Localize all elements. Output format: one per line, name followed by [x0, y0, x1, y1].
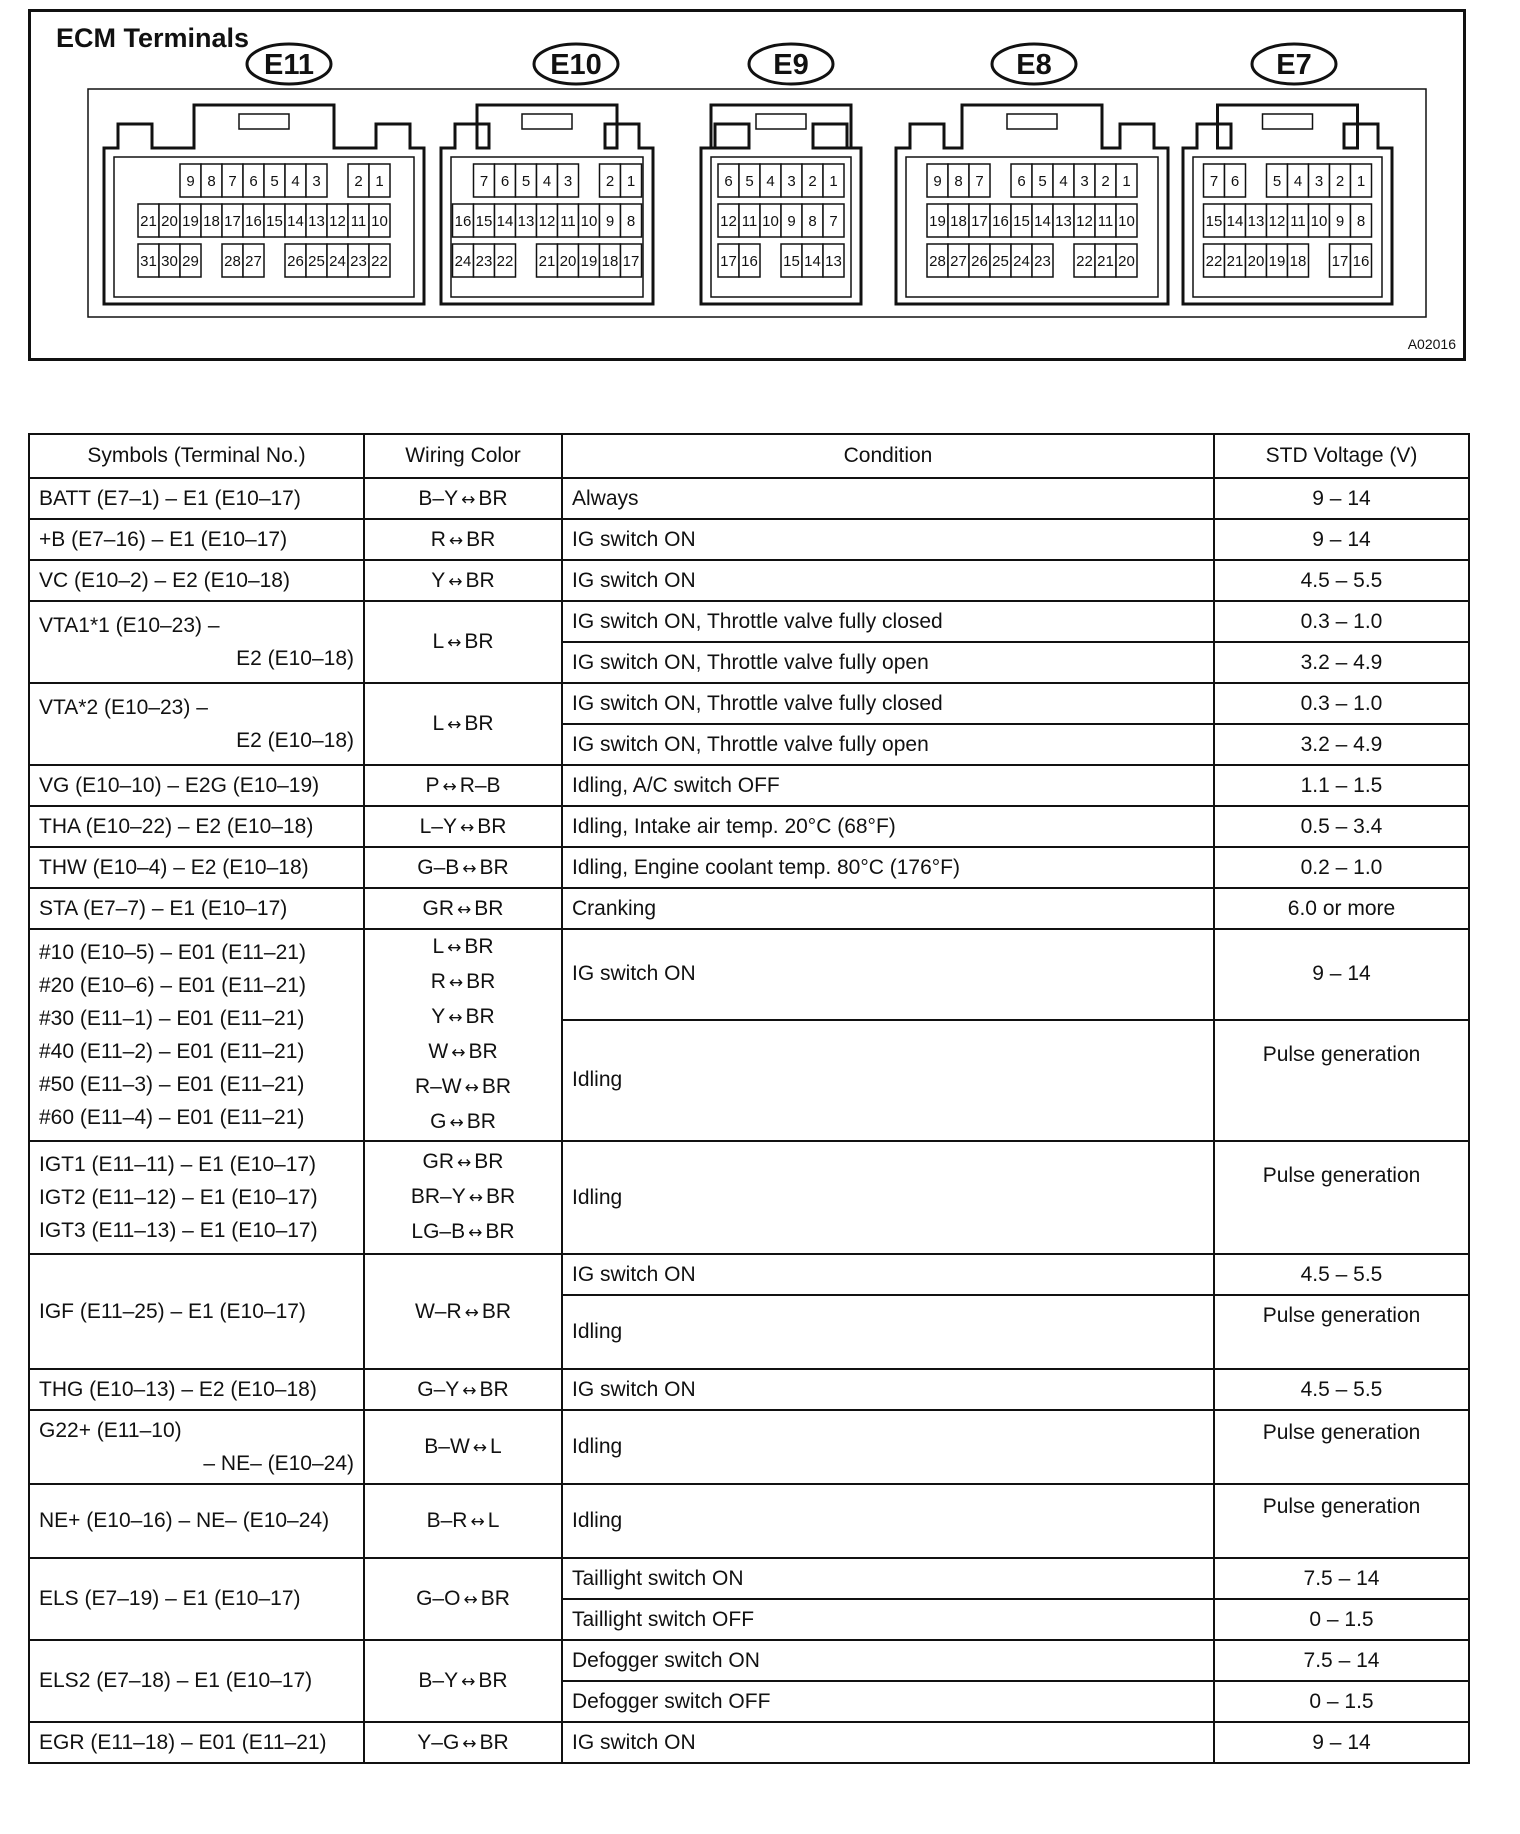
latch-slot — [522, 114, 572, 129]
pin-number: 8 — [1356, 213, 1366, 230]
pin-number: 7 — [1209, 173, 1219, 190]
pin-number: 3 — [312, 173, 321, 190]
table-row — [29, 478, 1469, 519]
wiring-color: L ↔ BR R ↔ BR Y ↔ BR W ↔ BR R–W ↔ BR G ↔ BR — [364, 929, 562, 1141]
pin-number: 20 — [559, 253, 577, 270]
pin-number: 13 — [825, 253, 842, 270]
bidirectional-arrow-icon: ↔ — [464, 1302, 479, 1323]
pin-number: 20 — [1118, 253, 1135, 270]
pin-number: 12 — [538, 213, 556, 230]
pin-number: 5 — [745, 173, 754, 190]
pin-number: 21 — [1226, 253, 1244, 270]
wiring-color: L ↔ BR — [364, 683, 562, 765]
pin-number: 26 — [287, 253, 304, 270]
bidirectional-arrow-icon: ↔ — [461, 1672, 476, 1692]
wiring-color: R ↔ BR — [364, 519, 562, 560]
wiring-color: B–W ↔ L — [364, 1410, 562, 1484]
condition: IG switch ON — [562, 1722, 1214, 1763]
condition: Taillight switch OFF — [562, 1599, 1214, 1640]
bidirectional-arrow-icon: ↔ — [462, 1380, 477, 1401]
pin-number: 13 — [517, 213, 535, 230]
pin-number: 7 — [829, 213, 838, 230]
connector-label: E8 — [1016, 49, 1052, 81]
std-voltage: 0.2 – 1.0 — [1214, 847, 1469, 888]
condition: Defogger switch OFF — [562, 1681, 1214, 1722]
pin-number: 9 — [933, 173, 942, 190]
pin-number: 3 — [787, 173, 796, 190]
terminal-symbol: EGR (E11–18) – E01 (E11–21) — [29, 1722, 364, 1763]
pin-number: 1 — [1356, 173, 1366, 190]
pin-number: 24 — [1013, 253, 1030, 270]
table-row — [29, 1484, 1469, 1558]
pin-number: 12 — [1076, 213, 1093, 230]
std-voltage: Pulse generation — [1214, 1020, 1469, 1141]
pin-number: 21 — [538, 253, 556, 270]
pin-number: 23 — [475, 253, 493, 270]
terminal-symbol: THW (E10–4) – E2 (E10–18) — [29, 847, 364, 888]
wiring-color: W–R ↔ BR — [364, 1254, 562, 1369]
table-row — [29, 1640, 1469, 1681]
condition: Taillight switch ON — [562, 1558, 1214, 1599]
table-row — [29, 601, 1469, 642]
pin-number: 12 — [329, 213, 346, 230]
terminal-symbol: VTA1*1 (E10–23) – E2 (E10–18) — [29, 601, 364, 683]
terminal-symbol: VTA*2 (E10–23) – E2 (E10–18) — [29, 683, 364, 765]
table-row — [29, 519, 1469, 560]
pin-number: 14 — [804, 253, 821, 270]
condition: Idling, A/C switch OFF — [562, 765, 1214, 806]
pin-number: 24 — [329, 253, 346, 270]
bidirectional-arrow-icon: ↔ — [459, 817, 475, 838]
condition: IG switch ON, Throttle valve fully closed — [562, 683, 1214, 724]
wiring-color: P ↔ R–B — [364, 765, 562, 806]
std-voltage: Pulse generation — [1214, 1141, 1469, 1254]
pin-number: 30 — [161, 253, 178, 270]
terminal-voltage-table — [28, 433, 1470, 1764]
terminal-symbol: STA (E7–7) – E1 (E10–17) — [29, 888, 364, 929]
wiring-color: B–Y ↔ BR — [364, 478, 562, 519]
header-wiring-color: Wiring Color — [364, 434, 562, 478]
std-voltage: 4.5 – 5.5 — [1214, 1254, 1469, 1295]
pin-number: 14 — [496, 213, 514, 230]
pin-number: 9 — [186, 173, 195, 190]
pin-number: 19 — [182, 213, 199, 230]
connector-label: E9 — [773, 49, 809, 81]
bidirectional-arrow-icon: ↔ — [447, 633, 462, 653]
bidirectional-arrow-icon: ↔ — [451, 1043, 466, 1063]
pin-number: 17 — [1331, 253, 1349, 270]
wiring-color: GR ↔ BR BR–Y ↔ BR LG–B ↔ BR — [364, 1141, 562, 1254]
pin-number: 22 — [496, 253, 514, 270]
latch-slot — [1007, 114, 1057, 129]
header-std-voltage: STD Voltage (V) — [1214, 434, 1469, 478]
bidirectional-arrow-icon: ↔ — [457, 899, 472, 920]
pin-number: 15 — [1205, 213, 1223, 230]
condition: Idling, Engine coolant temp. 80°C (176°F) — [562, 847, 1214, 888]
pin-number: 6 — [500, 173, 510, 190]
pin-number: 10 — [762, 213, 779, 230]
pin-number: 7 — [975, 173, 984, 190]
wiring-color: G–B ↔ BR — [364, 847, 562, 888]
terminal-symbol: ELS (E7–19) – E1 (E10–17) — [29, 1558, 364, 1640]
pin-number: 6 — [1017, 173, 1026, 190]
pin-number: 15 — [783, 253, 800, 270]
latch-slot — [756, 114, 806, 129]
pin-number: 10 — [371, 213, 388, 230]
connector-e8 — [896, 44, 1168, 304]
pin-number: 13 — [308, 213, 325, 230]
condition: Idling — [562, 1410, 1214, 1484]
pin-number: 3 — [1080, 173, 1089, 190]
pin-number: 16 — [992, 213, 1009, 230]
connector-e11 — [104, 44, 424, 304]
pin-number: 3 — [563, 173, 573, 190]
pin-number: 25 — [308, 253, 325, 270]
wiring-color: Y ↔ BR — [364, 560, 562, 601]
std-voltage: Pulse generation — [1214, 1295, 1469, 1369]
bidirectional-arrow-icon: ↔ — [449, 1113, 464, 1133]
pin-number: 16 — [245, 213, 262, 230]
pin-number: 12 — [720, 213, 737, 230]
condition: IG switch ON, Throttle valve fully open — [562, 724, 1214, 765]
condition: IG switch ON, Throttle valve fully open — [562, 642, 1214, 683]
latch-slot — [1263, 114, 1313, 129]
condition: IG switch ON, Throttle valve fully closed — [562, 601, 1214, 642]
terminal-symbol: +B (E7–16) – E1 (E10–17) — [29, 519, 364, 560]
pin-number: 17 — [622, 253, 640, 270]
connector-e10 — [441, 44, 653, 304]
terminal-symbol: BATT (E7–1) – E1 (E10–17) — [29, 478, 364, 519]
std-voltage: 0 – 1.5 — [1214, 1599, 1469, 1640]
table-row — [29, 847, 1469, 888]
pin-number: 11 — [1097, 213, 1114, 230]
terminal-symbol: G22+ (E11–10) – NE– (E10–24) — [29, 1410, 364, 1484]
std-voltage: 3.2 – 4.9 — [1214, 642, 1469, 683]
pin-number: 3 — [1314, 173, 1324, 190]
terminal-symbol: NE+ (E10–16) – NE– (E10–24) — [29, 1484, 364, 1558]
terminal-symbol: VG (E10–10) – E2G (E10–19) — [29, 765, 364, 806]
bidirectional-arrow-icon: ↔ — [457, 1153, 472, 1173]
std-voltage: 3.2 – 4.9 — [1214, 724, 1469, 765]
pin-number: 9 — [787, 213, 796, 230]
std-voltage: 1.1 – 1.5 — [1214, 765, 1469, 806]
pin-number: 2 — [1101, 173, 1110, 190]
pin-number: 21 — [140, 213, 157, 230]
pin-number: 2 — [808, 173, 817, 190]
condition: IG switch ON — [562, 1254, 1214, 1295]
pin-number: 31 — [140, 253, 157, 270]
table-row — [29, 1369, 1469, 1410]
pin-number: 15 — [475, 213, 493, 230]
pin-number: 19 — [580, 253, 598, 270]
wiring-color: G–Y ↔ BR — [364, 1369, 562, 1410]
pin-number: 29 — [182, 253, 199, 270]
condition: Always — [562, 478, 1214, 519]
std-voltage: 9 – 14 — [1214, 929, 1469, 1020]
pin-number: 8 — [207, 173, 216, 190]
bidirectional-arrow-icon: ↔ — [462, 1733, 477, 1754]
bidirectional-arrow-icon: ↔ — [447, 938, 462, 958]
wiring-color: Y–G ↔ BR — [364, 1722, 562, 1763]
wiring-color: GR ↔ BR — [364, 888, 562, 929]
terminal-symbol: IGT1 (E11–11) – E1 (E10–17) IGT2 (E11–12) – E1 (E10–17) IGT3 (E11–13) – E1 (E10–17) — [29, 1141, 364, 1254]
bidirectional-arrow-icon: ↔ — [462, 858, 477, 879]
pin-number: 5 — [270, 173, 279, 190]
pin-number: 10 — [580, 213, 598, 230]
std-voltage: 0 – 1.5 — [1214, 1681, 1469, 1722]
pin-number: 18 — [950, 213, 967, 230]
table-row — [29, 1141, 1469, 1254]
header-symbols: Symbols (Terminal No.) — [29, 434, 364, 478]
pin-number: 28 — [929, 253, 946, 270]
connector-e9 — [701, 44, 861, 304]
table-row — [29, 806, 1469, 847]
pin-number: 15 — [1013, 213, 1030, 230]
pin-number: 4 — [542, 173, 552, 190]
pin-number: 27 — [245, 253, 262, 270]
pin-number: 8 — [626, 213, 636, 230]
wiring-color: B–Y ↔ BR — [364, 1640, 562, 1722]
std-voltage: Pulse generation — [1214, 1410, 1469, 1484]
pin-number: 16 — [741, 253, 758, 270]
pin-number: 1 — [1122, 173, 1131, 190]
pin-number: 1 — [626, 173, 636, 190]
pin-number: 26 — [971, 253, 988, 270]
pin-number: 6 — [249, 173, 258, 190]
pin-number: 4 — [291, 173, 300, 190]
pin-number: 13 — [1055, 213, 1072, 230]
condition: Idling — [562, 1141, 1214, 1254]
bidirectional-arrow-icon: ↔ — [468, 1188, 483, 1208]
pin-number: 14 — [1226, 213, 1244, 230]
pin-number: 10 — [1310, 213, 1328, 230]
wiring-color: L ↔ BR — [364, 601, 562, 683]
table-row — [29, 683, 1469, 724]
pin-number: 23 — [350, 253, 367, 270]
condition: IG switch ON — [562, 1369, 1214, 1410]
pin-number: 14 — [287, 213, 304, 230]
bidirectional-arrow-icon: ↔ — [464, 1078, 479, 1098]
wiring-color: L–Y ↔ BR — [364, 806, 562, 847]
pin-number: 11 — [560, 213, 576, 230]
condition: Idling — [562, 1020, 1214, 1141]
terminal-symbol: VC (E10–2) – E2 (E10–18) — [29, 560, 364, 601]
bidirectional-arrow-icon: ↔ — [442, 776, 457, 797]
pin-number: 5 — [1038, 173, 1047, 190]
table-row — [29, 929, 1469, 1020]
bidirectional-arrow-icon: ↔ — [448, 571, 463, 592]
pin-number: 6 — [724, 173, 733, 190]
pin-number: 17 — [720, 253, 737, 270]
connector-e7 — [1183, 44, 1392, 304]
table-row — [29, 1722, 1469, 1763]
table-header-row — [29, 434, 1469, 478]
pin-number: 19 — [1268, 253, 1286, 270]
pin-number: 1 — [375, 173, 384, 190]
pin-number: 8 — [808, 213, 817, 230]
connector-label: E7 — [1276, 49, 1312, 81]
pin-number: 18 — [1289, 253, 1307, 270]
pin-number: 9 — [605, 213, 615, 230]
pin-number: 6 — [1230, 173, 1240, 190]
diagram-title: ECM Terminals — [56, 23, 250, 53]
std-voltage: 4.5 – 5.5 — [1214, 1369, 1469, 1410]
bidirectional-arrow-icon: ↔ — [468, 1223, 483, 1243]
pin-number: 2 — [605, 173, 615, 190]
pin-number: 23 — [1034, 253, 1051, 270]
std-voltage: Pulse generation — [1214, 1484, 1469, 1558]
pin-number: 1 — [829, 173, 838, 190]
terminal-symbol: THA (E10–22) – E2 (E10–18) — [29, 806, 364, 847]
terminal-symbol: ELS2 (E7–18) – E1 (E10–17) — [29, 1640, 364, 1722]
bidirectional-arrow-icon: ↔ — [447, 715, 462, 735]
terminal-symbol: #10 (E10–5) – E01 (E11–21) #20 (E10–6) – E01 (E11–21) #30 (E11–1) – E01 (E11–21) #40 (E11–2) – E01 (E11–21) #50 (E11–3) – E01 (E11–21) #60 (E11–4) – E01 (E11–21) — [29, 929, 364, 1141]
condition: Cranking — [562, 888, 1214, 929]
pin-number: 15 — [266, 213, 283, 230]
std-voltage: 6.0 or more — [1214, 888, 1469, 929]
header-condition: Condition — [562, 434, 1214, 478]
std-voltage: 9 – 14 — [1214, 519, 1469, 560]
condition: IG switch ON — [562, 929, 1214, 1020]
pin-number: 19 — [929, 213, 946, 230]
pin-number: 12 — [1268, 213, 1286, 230]
std-voltage: 9 – 14 — [1214, 1722, 1469, 1763]
pin-number: 22 — [371, 253, 388, 270]
std-voltage: 7.5 – 14 — [1214, 1558, 1469, 1599]
pin-number: 4 — [1059, 173, 1068, 190]
bidirectional-arrow-icon: ↔ — [472, 1438, 488, 1458]
table-row — [29, 765, 1469, 806]
bidirectional-arrow-icon: ↔ — [463, 1590, 478, 1610]
condition: Idling — [562, 1484, 1214, 1558]
pin-number: 2 — [1335, 173, 1345, 190]
pin-number: 8 — [954, 173, 963, 190]
condition: Idling, Intake air temp. 20°C (68°F) — [562, 806, 1214, 847]
table-row — [29, 888, 1469, 929]
pin-number: 20 — [1247, 253, 1265, 270]
table-row — [29, 1410, 1469, 1484]
pin-number: 11 — [741, 213, 758, 230]
pin-number: 7 — [479, 173, 489, 190]
condition: Idling — [562, 1295, 1214, 1369]
pin-number: 24 — [454, 253, 472, 270]
figure-code: A02016 — [1407, 336, 1456, 352]
table-row — [29, 560, 1469, 601]
pin-number: 20 — [161, 213, 178, 230]
pin-number: 16 — [1352, 253, 1370, 270]
std-voltage: 9 – 14 — [1214, 478, 1469, 519]
latch-slot — [239, 114, 289, 129]
condition: IG switch ON — [562, 560, 1214, 601]
condition: IG switch ON — [562, 519, 1214, 560]
wiring-color: B–R ↔ L — [364, 1484, 562, 1558]
pin-number: 13 — [1247, 213, 1265, 230]
pin-number: 17 — [971, 213, 988, 230]
pin-number: 14 — [1034, 213, 1051, 230]
bidirectional-arrow-icon: ↔ — [448, 1008, 463, 1028]
connector-label: E10 — [550, 49, 602, 81]
pin-number: 18 — [601, 253, 619, 270]
pin-number: 4 — [1293, 173, 1303, 190]
pin-number: 11 — [350, 213, 367, 230]
pin-number: 10 — [1118, 213, 1135, 230]
terminal-symbol: IGF (E11–25) – E1 (E10–17) — [29, 1254, 364, 1369]
std-voltage: 0.3 – 1.0 — [1214, 683, 1469, 724]
pin-number: 21 — [1097, 253, 1114, 270]
wiring-color: G–O ↔ BR — [364, 1558, 562, 1640]
pin-number: 4 — [766, 173, 775, 190]
connector-drawing — [31, 12, 1463, 358]
table-row — [29, 1558, 1469, 1599]
pin-number: 25 — [992, 253, 1009, 270]
pin-number: 22 — [1205, 253, 1223, 270]
bidirectional-arrow-icon: ↔ — [448, 530, 464, 551]
pin-number: 17 — [224, 213, 241, 230]
std-voltage: 0.5 – 3.4 — [1214, 806, 1469, 847]
table-row — [29, 1254, 1469, 1295]
pin-number: 2 — [354, 173, 363, 190]
std-voltage: 7.5 – 14 — [1214, 1640, 1469, 1681]
std-voltage: 0.3 – 1.0 — [1214, 601, 1469, 642]
pin-number: 9 — [1335, 213, 1345, 230]
pin-number: 7 — [228, 173, 237, 190]
pin-number: 5 — [1272, 173, 1282, 190]
bidirectional-arrow-icon: ↔ — [461, 489, 476, 510]
bidirectional-arrow-icon: ↔ — [448, 973, 464, 993]
pin-number: 11 — [1290, 213, 1306, 230]
pin-number: 5 — [521, 173, 531, 190]
pin-number: 22 — [1076, 253, 1093, 270]
ecm-terminal-diagram — [28, 9, 1466, 361]
pin-number: 27 — [950, 253, 967, 270]
pin-number: 16 — [454, 213, 472, 230]
terminal-symbol: THG (E10–13) – E2 (E10–18) — [29, 1369, 364, 1410]
pin-number: 28 — [224, 253, 241, 270]
connector-label: E11 — [264, 49, 314, 81]
std-voltage: 4.5 – 5.5 — [1214, 560, 1469, 601]
pin-number: 18 — [203, 213, 220, 230]
condition: Defogger switch ON — [562, 1640, 1214, 1681]
bidirectional-arrow-icon: ↔ — [470, 1512, 485, 1532]
